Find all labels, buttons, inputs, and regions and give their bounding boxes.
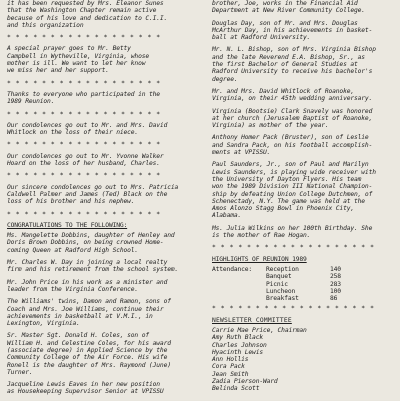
star-divider: * * * * * * * * * * * * * * * * * * [7, 210, 161, 218]
text-line: it has been requested by Mrs. Eleanor Sunes [7, 0, 164, 7]
text-line: Mr. N. L. Bishop, son of Mrs. Virginia Bishop [212, 46, 376, 54]
text-line: Hoard on the loss of her husband, Charles. [7, 160, 160, 168]
attendance-row [212, 288, 395, 295]
text-line: we miss her and her support. [7, 67, 109, 75]
congratulations-heading: CONGRATULATIONS TO THE FOLLOWING: [7, 221, 128, 229]
text-line: Turner. [7, 368, 33, 376]
text-line: Mr. John Price in his work as a minister and [7, 278, 168, 286]
text-line: achievements in basketball at V.M.I., in [7, 312, 153, 320]
text-line: Virginia, on their 45th wedding anniversary. [212, 95, 373, 103]
text-line: and this organization [7, 21, 84, 29]
event-name: Reception [266, 265, 299, 273]
text-line: Radford University to receive his bachelor's [212, 68, 373, 76]
text-line: as Housekeeping Supervisor Senior at VPISSU [7, 388, 164, 396]
text-line: Ms. Julia Wilkins on her 100th Birthday. She [212, 224, 373, 232]
committee-member: Belinda Scott [212, 385, 260, 393]
star-divider: * * * * * * * * * * * * * * * * * * [7, 110, 161, 118]
text-line: because of his love and dedication to C.I.I. [7, 14, 168, 22]
highlights-heading: HIGHLIGHTS OF REUNION 1989 [212, 255, 307, 263]
text-line: mother is ill. We want to let her know [7, 60, 146, 68]
text-line: Anthony Homer Pack (Bruster), son of Leslie [212, 134, 369, 142]
text-line: McArthur Day, in his achievements in basket- [212, 26, 373, 34]
text-line: Virginia (Bootsie) Clark Snavely was honored [212, 107, 373, 115]
committee-member: Charles Johnson [212, 341, 267, 349]
text-line: brother, Joe, works in the Financial Aid [212, 0, 358, 7]
congrats-item [7, 232, 203, 254]
committee-member: Zadia Pierson-Ward [212, 378, 278, 386]
text-line: Mr. and Mrs. David Whitlock of Roanoke, [212, 87, 355, 95]
text-line: Community College of the Air Force. His wife [7, 354, 168, 362]
text-line: loss of his brother and his nephew. [7, 198, 135, 206]
text-line: Sr. Master Sgt. Donald H. Coles, son of [7, 332, 150, 340]
star-divider: * * * * * * * * * * * * * * * * * * [7, 172, 161, 180]
text-line: ball at Radford University. [212, 34, 311, 42]
congrats-item [212, 20, 395, 42]
congrats-item [7, 279, 203, 294]
text-line: Alabama. [212, 212, 242, 220]
text-line: (associate degree) in Applied Science by the [7, 346, 168, 354]
text-line: Ronell is the daughter of Mrs. Raymond (June) [7, 361, 171, 369]
text-line: William H. and Celestine Coles, for his award [7, 339, 171, 347]
text-line: Schenectady, N.Y. The game was held at the [212, 197, 365, 205]
text-line: Our condolences go out to Mr. and Mrs. David [7, 121, 168, 129]
committee-member: Hyacinth Lewis [212, 348, 263, 356]
text-line: 1989 Reunion. [7, 98, 55, 106]
condolence-paragraph [7, 184, 203, 206]
condolence-paragraph [7, 153, 203, 168]
committee-list [212, 327, 395, 393]
text-line: A special prayer goes to Mr. Betty [7, 45, 131, 53]
congrats-item [212, 225, 395, 240]
congrats-item [212, 108, 395, 130]
star-divider: * * * * * * * * * * * * * * * * * * * [212, 244, 375, 252]
text-line: The Williams' twins, Damon and Ramon, sons of [7, 298, 171, 306]
text-line: ments at VPISSU. [212, 149, 271, 157]
star-divider: * * * * * * * * * * * * * * * * * * [7, 141, 161, 149]
attendance-label: Attendance: [212, 265, 253, 273]
event-name: Breakfast [266, 295, 299, 303]
left-column [7, 0, 203, 401]
text-line: Jacqueline Lewis Eaves in her new position [7, 381, 160, 389]
text-line: Thanks to everyone who participated in the [7, 90, 160, 98]
committee-member: Amy Ruth Black [212, 334, 263, 342]
text-line: that the Washington Chapter remain active [7, 7, 157, 15]
text-line: Our condolences go out to Mr. Yvonne Walker [7, 152, 164, 160]
congrats-item [212, 134, 395, 156]
text-line: at her church (Jerusalem Baptist of Roanoke, [212, 114, 373, 122]
text-line: Campbell in Wytheville, Virginia, whose [7, 52, 150, 60]
committee-heading: NEWSLETTER COMMITTEE [212, 316, 292, 324]
text-line: Doris Brown Dobbins, on being crowned Home- [7, 239, 164, 247]
right-column [212, 0, 395, 393]
event-count: 100 [330, 287, 341, 295]
text-line: Virginia) as mother of the year. [212, 122, 329, 130]
star-divider: * * * * * * * * * * * * * * * * * * * [212, 305, 375, 313]
text-line: Department at New River Community College. [212, 7, 365, 15]
text-line: Amos Alonzo Stagg Bowl in Phoenix City, [212, 205, 355, 213]
text-line: won the 1989 Division III National Champion- [212, 183, 373, 191]
committee-member: Cora Pack [212, 363, 245, 371]
congrats-item [7, 381, 203, 396]
text-line: Caldwell Palmer and James (Ted) Black on the [7, 190, 168, 198]
committee-member: Carrie Mae Price, Chairman [212, 326, 307, 334]
congrats-item [212, 88, 395, 103]
star-divider: * * * * * * * * * * * * * * * * * * [7, 79, 161, 87]
text-line: Douglas Day, son of Mr. and Mrs. Douglas [212, 19, 358, 27]
congrats-item [212, 161, 395, 219]
text-line: the first Bachelor of General Studies at [212, 61, 358, 69]
text-line: Paul Saunders, Jr., son of Paul and Marilyn [212, 161, 369, 169]
intro-paragraph [7, 0, 203, 29]
event-count: 258 [330, 273, 341, 281]
text-line: Lewis Saunders, is playing wide receiver with [212, 168, 376, 176]
text-line: coming Queen at Radford High School. [7, 246, 139, 254]
event-count: 283 [330, 280, 341, 288]
text-line: is the mother of Rae Hogan. [212, 232, 311, 240]
attendance-row [212, 266, 395, 273]
attendance-row [212, 273, 395, 280]
congrats-item [212, 46, 395, 82]
congrats-item [7, 259, 203, 274]
congrats-item [7, 298, 203, 327]
prayer-paragraph [7, 45, 203, 74]
congrats-item [7, 332, 203, 376]
thanks-paragraph [7, 91, 203, 106]
event-count: 86 [330, 295, 338, 303]
text-line: Whitlock on the loss of their niece. [7, 129, 139, 137]
text-line: ship by defeating Union College Dutchmen, of [212, 190, 373, 198]
condolence-paragraph [7, 122, 203, 137]
congrats-item [212, 0, 395, 15]
committee-member: Jean Smith [212, 370, 249, 378]
text-line: Our sincere condolences go out to Mrs. Patricia [7, 183, 179, 191]
text-line: the University of Dayton Flyers. His team [212, 175, 362, 183]
text-line: and the late Reverend E.A. Bishop, Sr., as [212, 53, 365, 61]
text-line: Lexington, Virginia. [7, 320, 80, 328]
attendance-row [212, 281, 395, 288]
text-line: Ms. Mangelette Dobbins, daughter of Henley and [7, 232, 175, 240]
event-name: Luncheon [266, 287, 296, 295]
committee-member: Ann Hollis [212, 356, 249, 364]
text-line: leader from the Virginia Conference. [7, 285, 139, 293]
attendance-row [212, 295, 395, 302]
text-line: Coach and Mrs. Joe Williams, continue their [7, 305, 164, 313]
star-divider: * * * * * * * * * * * * * * * * * * [7, 34, 161, 42]
event-name: Picnic [266, 280, 288, 288]
event-name: Banquet [266, 273, 292, 281]
text-line: firm and his retirement from the school system. [7, 266, 179, 274]
text-line: and Sandra Pack, on his football accomplish- [212, 141, 373, 149]
text-line: Mr. Charles W. Day in joining a local realty [7, 259, 168, 267]
text-line: degree. [212, 75, 238, 83]
event-count: 140 [330, 265, 341, 273]
